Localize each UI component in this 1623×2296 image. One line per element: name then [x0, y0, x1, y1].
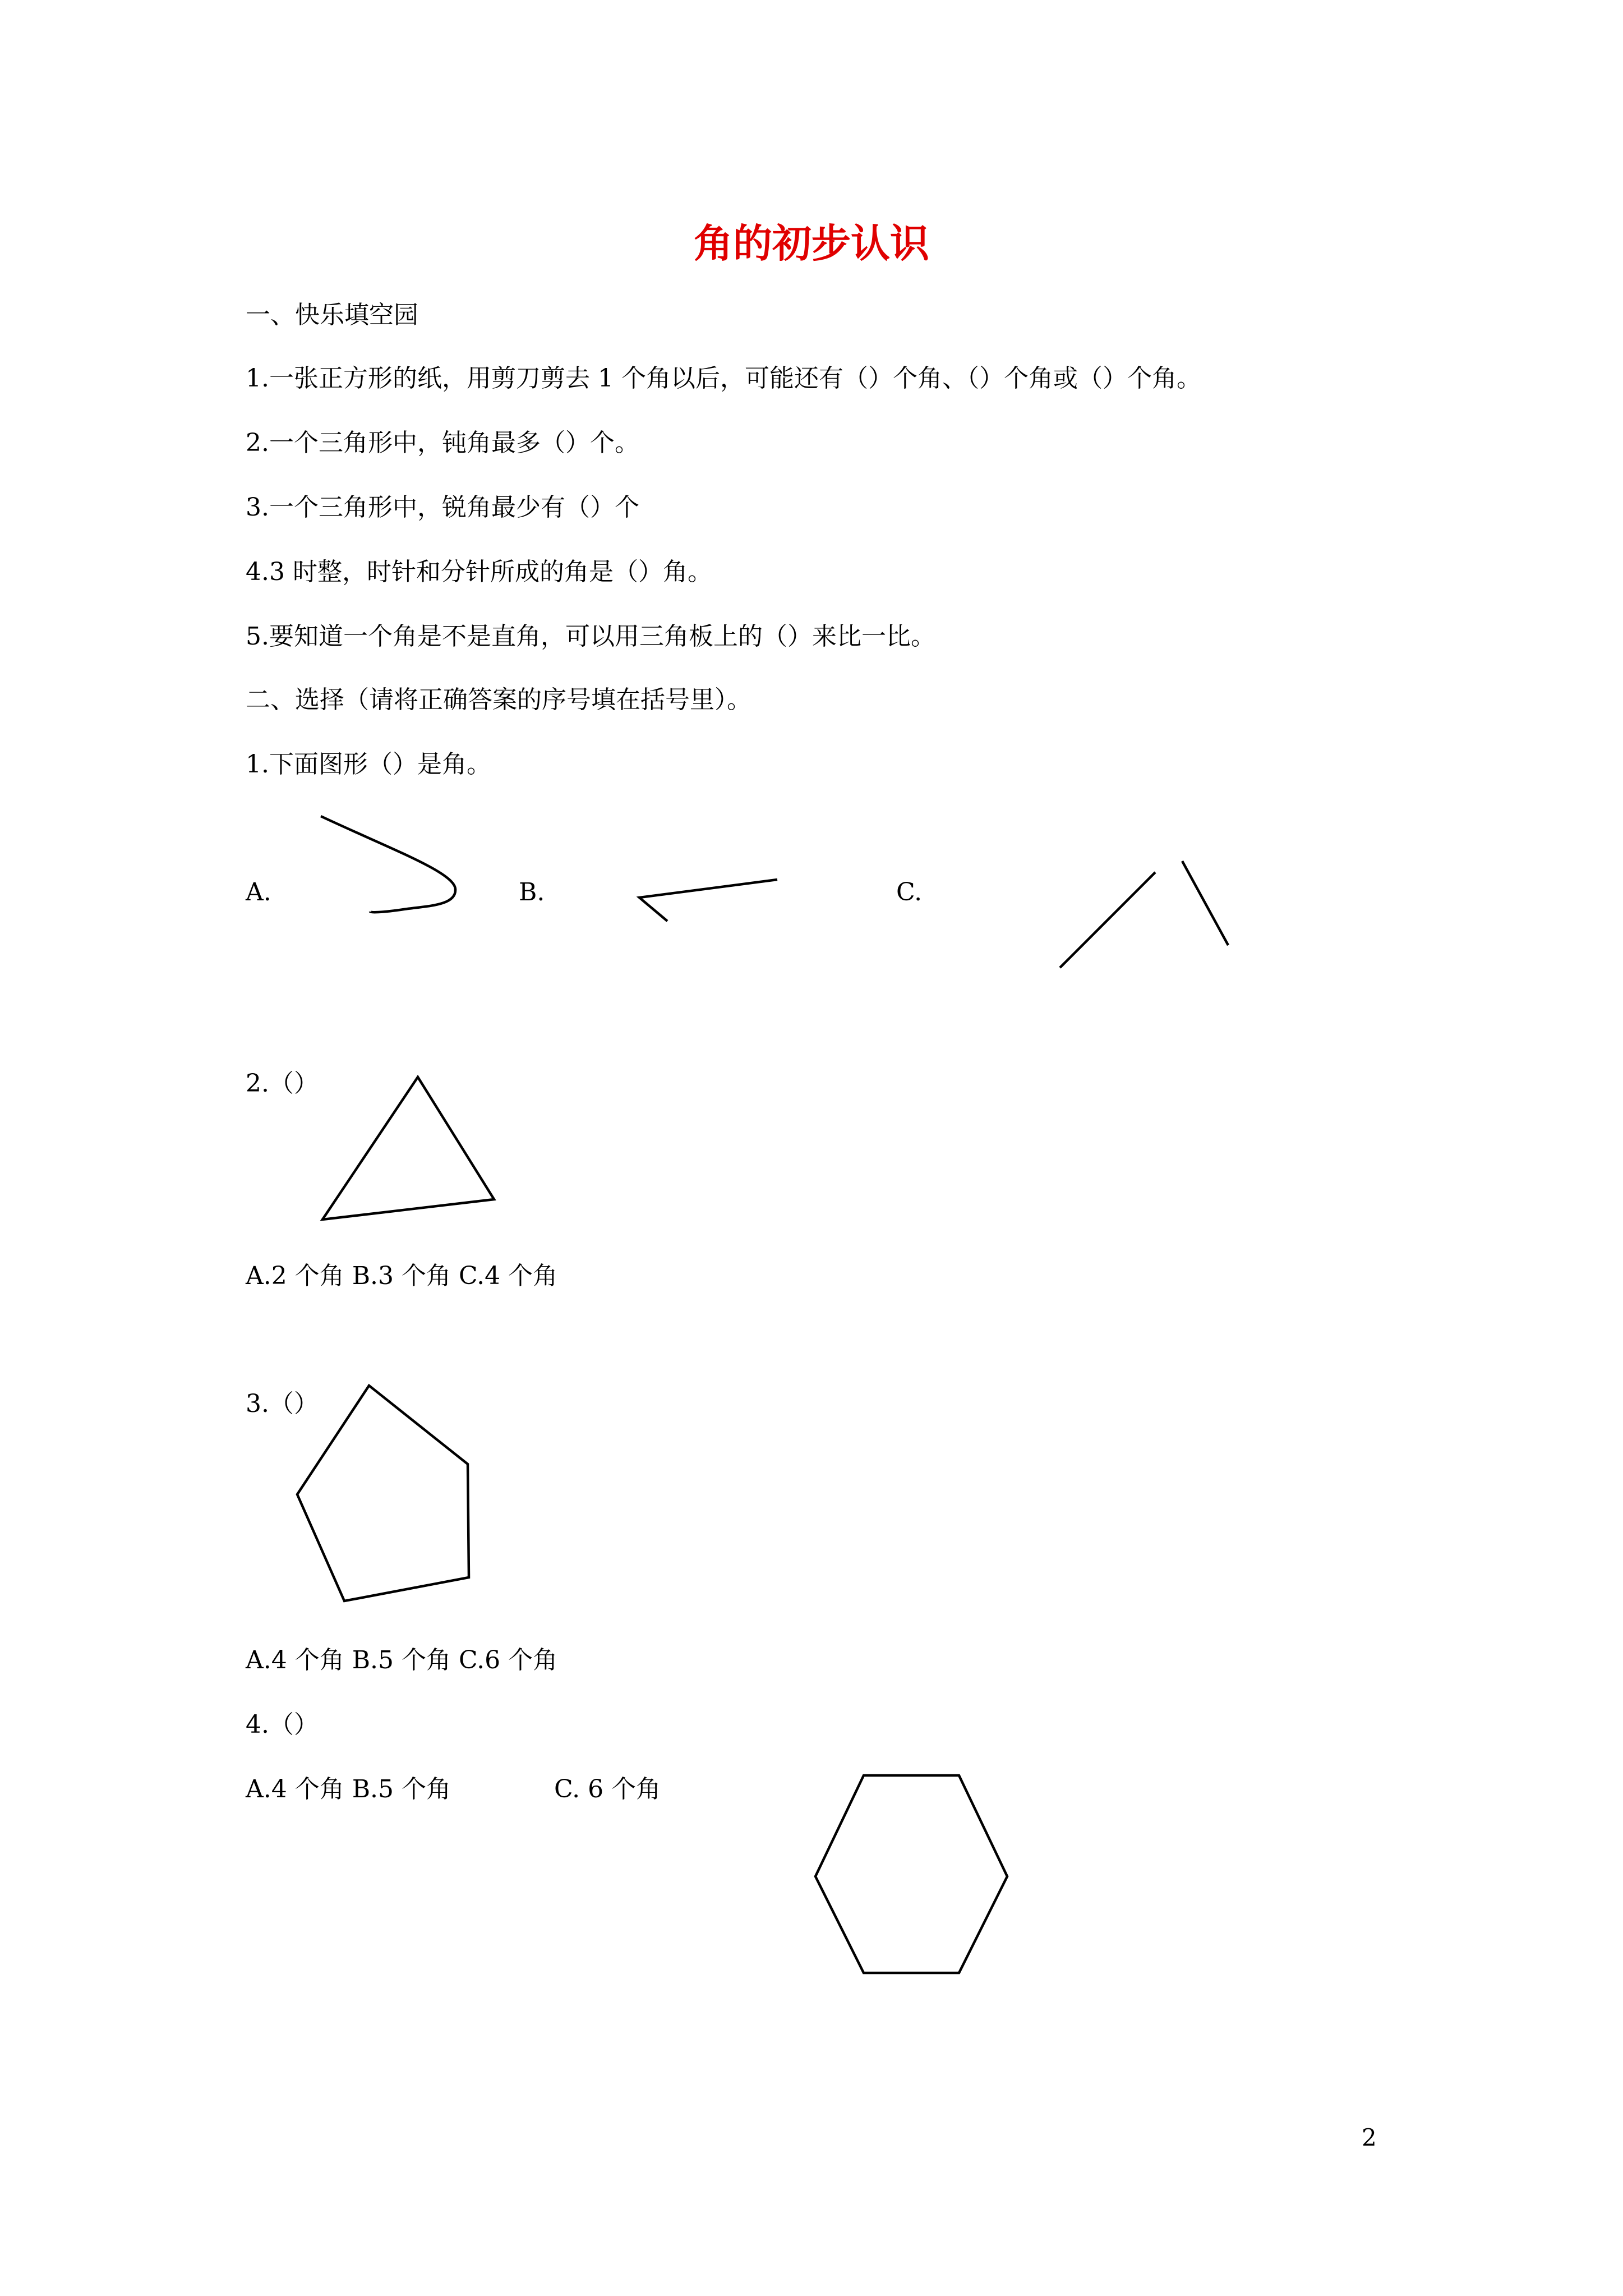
curved-figure-a: [314, 811, 460, 923]
choice-question-4-option-c: C. 6 个角: [554, 1775, 661, 1803]
choice-question-1: 1.下面图形（）是角。: [246, 750, 491, 779]
hexagon-figure: [808, 1770, 1015, 1983]
pentagon-figure: [292, 1380, 477, 1604]
worksheet-title: 角的初步认识: [694, 220, 929, 266]
choice-question-3: 3.（）: [246, 1389, 319, 1418]
fill-blank-question-2: 2.一个三角形中，钝角最多（）个。: [246, 429, 639, 457]
choice-question-3-options: A.4 个角 B.5 个角 C.6 个角: [246, 1646, 558, 1674]
section2-heading: 二、选择（请将正确答案的序号填在括号里）。: [246, 685, 751, 714]
option-b-label: B.: [519, 878, 545, 907]
choice-question-4: 4.（）: [246, 1710, 319, 1739]
angle-figure-b: [634, 875, 785, 931]
separated-lines-figure-c: [1054, 855, 1245, 979]
page-number: 2: [1362, 2124, 1377, 2151]
section1-heading: 一、快乐填空园: [246, 301, 418, 329]
triangle-figure: [317, 1070, 502, 1227]
option-a-label: A.: [246, 878, 271, 907]
choice-question-4-options-ab: A.4 个角 B.5 个角: [246, 1775, 451, 1803]
fill-blank-question-3: 3.一个三角形中，锐角最少有（）个: [246, 493, 639, 522]
fill-blank-question-4: 4.3 时整，时针和分针所成的角是（）角。: [246, 558, 712, 586]
fill-blank-question-5: 5.要知道一个角是不是直角，可以用三角板上的（）来比一比。: [246, 622, 935, 651]
choice-question-2: 2.（）: [246, 1069, 319, 1098]
fill-blank-question-1: 1.一张正方形的纸，用剪刀剪去 1 个角以后，可能还有（）个角、（）个角或（）个角。: [246, 364, 1201, 393]
choice-question-2-options: A.2 个角 B.3 个角 C.4 个角: [246, 1262, 558, 1290]
option-c-label: C.: [896, 878, 923, 907]
